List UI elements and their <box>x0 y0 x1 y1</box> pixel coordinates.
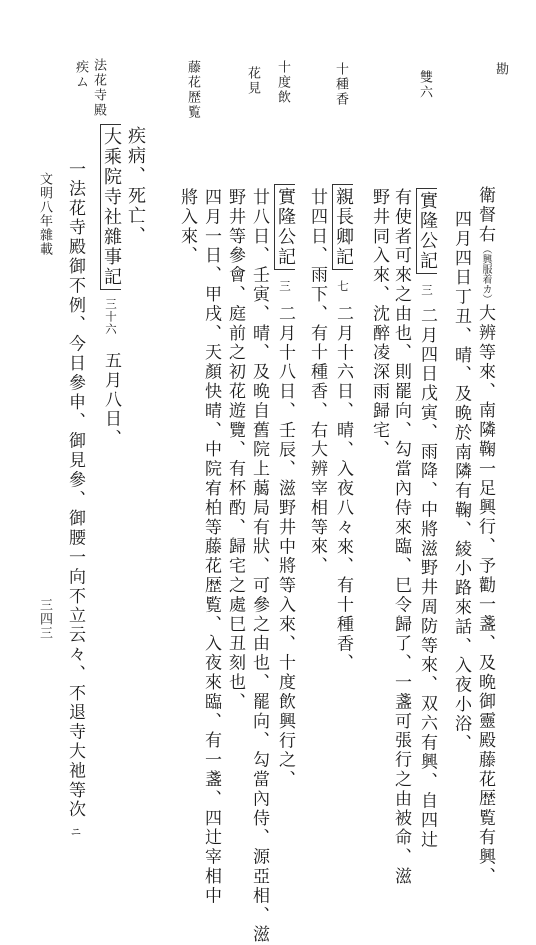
source-title: 實隆公記 <box>416 188 437 274</box>
text-line-14: 大乘院寺社雜事記三十六五月八日、 <box>100 124 121 449</box>
running-head-8: 疾ム <box>73 60 88 90</box>
running-head-3: 十種香 <box>333 62 348 107</box>
running-head-5: 花見 <box>245 66 260 96</box>
page-number: 三四三 <box>37 598 52 640</box>
text-line-4: 有使者可來之由也、則罷向、勾當內侍來臨、巳令歸了、一盞可張行之由被命、滋 <box>391 188 411 887</box>
volume-number: 三十六 <box>104 298 118 336</box>
text-line-11: 四月一日、甲戌、天顏快晴、中院宥柏等藤花歴覧、入夜來臨、有一盞、四辻宰相中 <box>201 188 221 906</box>
running-head-6: 藤花歴覧 <box>185 60 200 120</box>
footer-era: 文明八年雜載 <box>37 172 52 256</box>
section-heading: 疾病、死亡、 <box>125 126 146 246</box>
running-head-4: 十度飲 <box>275 60 290 105</box>
running-head-7: 法花寺殿 <box>91 58 106 118</box>
annotation: （興服着カ） <box>480 244 491 305</box>
volume-number: 七 <box>336 280 350 293</box>
text-line-10: 野井等參會、庭前之初花遊覽、有杯酌、歸宅之處巳丑刻也、 <box>225 188 245 712</box>
text-line-12: 將入來、 <box>177 188 197 266</box>
volume-number: 三 <box>278 280 292 293</box>
text-line-5: 野井同入來、沈醉凌深雨歸宅、 <box>369 188 389 460</box>
text-line-6: 親長卿記七二月十六日、晴、入夜八々來、有十種香、 <box>332 184 353 673</box>
running-head-1: 勘 <box>493 62 508 77</box>
source-title: 大乘院寺社雜事記 <box>100 124 121 290</box>
text-line-1: 衛督右（興服着カ）大辨等來、南隣鞠一足興行、予勸一盞、及晩御靈殿藤花歴覧有興、 <box>475 186 495 887</box>
text-line-3: 實隆公記三二月四日戊寅、雨降、中將滋野井周防等來、双六有興、自四辻 <box>416 188 437 850</box>
text-line-15: 一法花寺殿御不例、今日參申、御見參、御腰一向不立云々、不退寺大祂等次ニ <box>65 160 85 838</box>
text-line-8: 實隆公記三二月十八日、壬辰、滋野井中將等入來、十度飲興行之、 <box>274 184 295 790</box>
continuation-mark: ニ <box>69 825 82 838</box>
source-title: 實隆公記 <box>274 184 295 270</box>
text-line-7: 廿四日、雨下、有十種香、右大辨宰相等來、 <box>307 188 327 576</box>
volume-number: 三 <box>420 284 434 297</box>
text-line-2: 四月四日丁丑、晴、及晩於南隣有鞠、綾小路來話、入夜小浴、 <box>451 210 471 754</box>
text-line-9: 廿八日、壬寅、晴、及晩自舊院上﨟局有狀、可參之由也、罷向、勾當內侍、源亞相、滋 <box>249 188 269 945</box>
source-title: 親長卿記 <box>332 184 353 270</box>
running-head-2: 雙六 <box>417 70 432 100</box>
